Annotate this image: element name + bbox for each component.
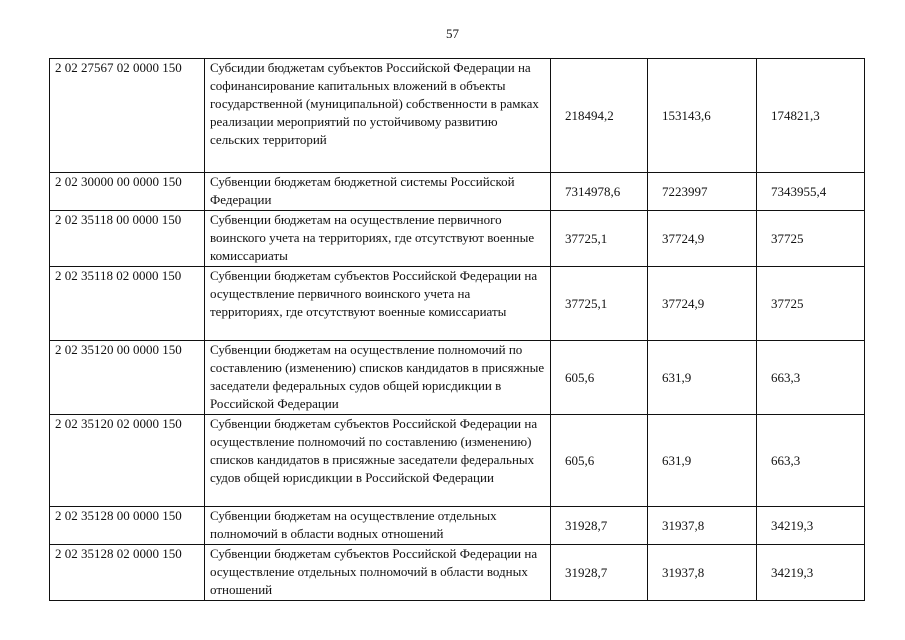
table-row [50,415,865,507]
revenue-name: Субвенции бюджетам на осуществление полномочий по составлению (изменению) списков кандидатов в присяжные заседатели федеральных судов общей юрисдикции в Российской Федерации [205,341,551,415]
table-row [50,507,865,545]
value-year-1: 605,6 [551,415,648,507]
revenue-name: Субвенции бюджетам бюджетной системы Российской Федерации [205,173,551,211]
budget-code: 2 02 35120 00 0000 150 [50,341,205,415]
value-year-1: 605,6 [551,341,648,415]
page-number: 57 [446,26,459,41]
value-year-2: 153143,6 [648,59,757,173]
value-year-3: 34219,3 [757,507,865,545]
value-year-3: 37725 [757,211,865,267]
revenue-name: Субвенции бюджетам на осуществление первичного воинского учета на территориях, где отсутствуют военные комиссариаты [205,211,551,267]
budget-table [49,58,865,601]
revenue-name: Субвенции бюджетам субъектов Российской Федерации на осуществление полномочий по составлению (изменению) списков кандидатов в присяжные заседатели федеральных судов общей юрисдикции в Российской Федерации [205,415,551,507]
value-year-1: 218494,2 [551,59,648,173]
budget-code: 2 02 35120 02 0000 150 [50,415,205,507]
revenue-name: Субвенции бюджетам субъектов Российской Федерации на осуществление первичного воинского учета на территориях, где отсутствуют военные комиссариаты [205,267,551,341]
value-year-1: 31928,7 [551,545,648,601]
value-year-3: 34219,3 [757,545,865,601]
value-year-3: 174821,3 [757,59,865,173]
revenue-name: Субвенции бюджетам субъектов Российской Федерации на осуществление отдельных полномочий в области водных отношений [205,545,551,601]
value-year-3: 663,3 [757,415,865,507]
value-year-2: 7223997 [648,173,757,211]
value-year-3: 7343955,4 [757,173,865,211]
table-row [50,59,865,173]
value-year-1: 37725,1 [551,211,648,267]
budget-code: 2 02 35128 02 0000 150 [50,545,205,601]
table-row [50,545,865,601]
budget-code: 2 02 35118 02 0000 150 [50,267,205,341]
table-row [50,341,865,415]
value-year-2: 37724,9 [648,211,757,267]
value-year-2: 631,9 [648,341,757,415]
value-year-1: 31928,7 [551,507,648,545]
value-year-2: 31937,8 [648,545,757,601]
value-year-3: 663,3 [757,341,865,415]
table-row [50,211,865,267]
table-row [50,173,865,211]
value-year-2: 37724,9 [648,267,757,341]
budget-code: 2 02 35118 00 0000 150 [50,211,205,267]
revenue-name: Субвенции бюджетам на осуществление отдельных полномочий в области водных отношений [205,507,551,545]
budget-code: 2 02 30000 00 0000 150 [50,173,205,211]
budget-code: 2 02 35128 00 0000 150 [50,507,205,545]
value-year-3: 37725 [757,267,865,341]
budget-code: 2 02 27567 02 0000 150 [50,59,205,173]
value-year-1: 37725,1 [551,267,648,341]
value-year-1: 7314978,6 [551,173,648,211]
revenue-name: Субсидии бюджетам субъектов Российской Федерации на софинансирование капитальных вложений в объекты государственной (муниципальной) собственности в рамках реализации мероприятий по устойчивому развитию сельских территорий [205,59,551,173]
value-year-2: 31937,8 [648,507,757,545]
table-row [50,267,865,341]
value-year-2: 631,9 [648,415,757,507]
